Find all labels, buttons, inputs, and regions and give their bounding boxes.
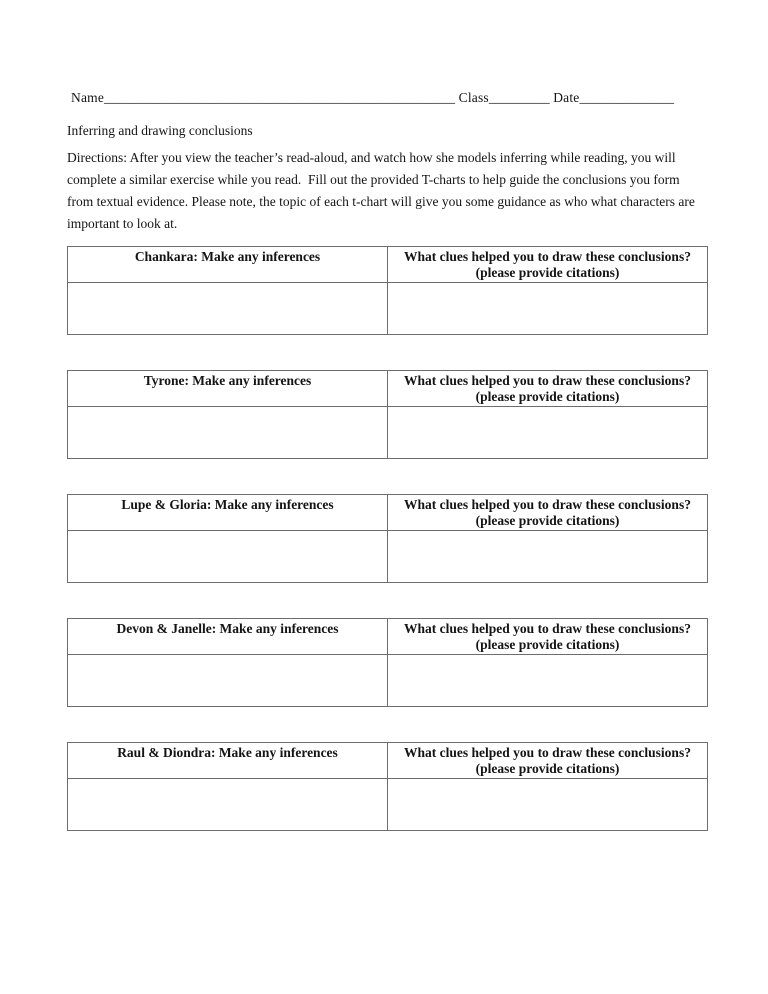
t-chart-body-row bbox=[68, 779, 708, 831]
t-chart-raul-diondra bbox=[67, 742, 708, 831]
t-chart-tyrone bbox=[67, 370, 708, 459]
inference-header: Raul & Diondra: Make any inferences bbox=[68, 743, 388, 779]
t-chart-header-row bbox=[68, 619, 708, 655]
clues-cell bbox=[388, 655, 708, 707]
t-chart-body-row bbox=[68, 655, 708, 707]
t-chart-lupe-gloria bbox=[67, 494, 708, 583]
inference-cell bbox=[68, 779, 388, 831]
inference-cell bbox=[68, 407, 388, 459]
clues-header: What clues helped you to draw these conclusions? (please provide citations) bbox=[388, 247, 708, 283]
class-label: Class bbox=[458, 90, 489, 105]
inference-header: Devon & Janelle: Make any inferences bbox=[68, 619, 388, 655]
inference-cell bbox=[68, 283, 388, 335]
t-chart-header-row bbox=[68, 495, 708, 531]
name-class-date-line bbox=[67, 90, 708, 106]
t-chart-devon-janelle bbox=[67, 618, 708, 707]
inference-header: Lupe & Gloria: Make any inferences bbox=[68, 495, 388, 531]
date-label: Date bbox=[553, 90, 580, 105]
inference-cell bbox=[68, 531, 388, 583]
class-blank-line: _________ bbox=[488, 90, 550, 105]
worksheet-title: Inferring and drawing conclusions bbox=[67, 123, 253, 138]
name-label: Name bbox=[71, 90, 105, 105]
t-chart-header-row bbox=[68, 247, 708, 283]
t-chart-body-row bbox=[68, 407, 708, 459]
t-chart-body-row bbox=[68, 283, 708, 335]
clues-cell bbox=[388, 407, 708, 459]
clues-cell bbox=[388, 779, 708, 831]
name-blank-line: ____________________________________________________ bbox=[104, 90, 456, 105]
directions-paragraph: Directions: After you view the teacher’s read-aloud, and watch how she models inferring while reading, you will complete a similar exercise while you read. Fill out the provided T-charts to help guide the conclusions you form from textual evidence. Please note, the topic of each t-chart will give you some guidance as who what characters are important to look at. bbox=[67, 150, 695, 231]
inference-header: Chankara: Make any inferences bbox=[68, 247, 388, 283]
clues-header: What clues helped you to draw these conclusions? (please provide citations) bbox=[388, 371, 708, 407]
clues-header: What clues helped you to draw these conclusions? (please provide citations) bbox=[388, 743, 708, 779]
t-chart-header-row bbox=[68, 743, 708, 779]
clues-cell bbox=[388, 531, 708, 583]
t-chart-header-row bbox=[68, 371, 708, 407]
clues-cell bbox=[388, 283, 708, 335]
t-chart-chankara bbox=[67, 246, 708, 335]
t-chart-body-row bbox=[68, 531, 708, 583]
inference-header: Tyrone: Make any inferences bbox=[68, 371, 388, 407]
inference-cell bbox=[68, 655, 388, 707]
clues-header: What clues helped you to draw these conclusions? (please provide citations) bbox=[388, 495, 708, 531]
clues-header: What clues helped you to draw these conclusions? (please provide citations) bbox=[388, 619, 708, 655]
date-blank-line: ______________ bbox=[579, 90, 675, 105]
